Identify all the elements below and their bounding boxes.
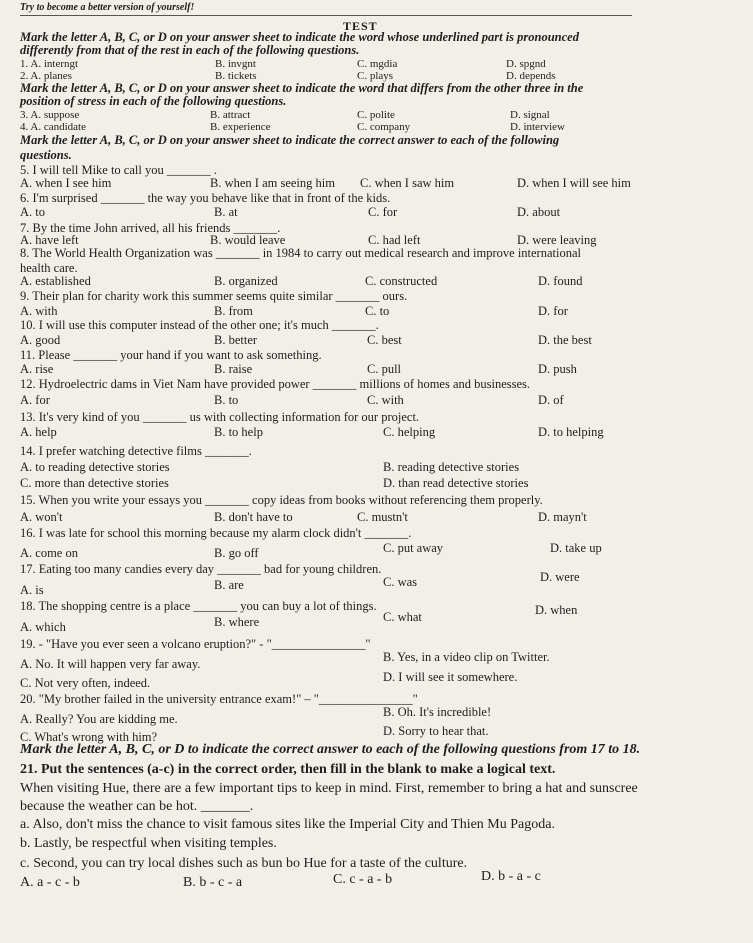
q10-d: D. the best xyxy=(538,333,592,347)
page-title: TEST xyxy=(343,19,378,33)
q18-a: A. which xyxy=(20,620,66,634)
instruction-1: Mark the letter A, B, C, or D on your answer sheet to indicate the word whose underlined part is pronounced xyxy=(20,30,579,44)
q8-b: B. organized xyxy=(214,274,278,288)
q14-c: C. more than detective stories xyxy=(20,476,169,490)
q15-a: A. won't xyxy=(20,510,63,524)
q19-a: A. No. It will happen very far away. xyxy=(20,657,201,671)
q15-stem: 15. When you write your essays you _______ copy ideas from books without referencing them properly. xyxy=(20,493,543,507)
q18-b: B. where xyxy=(214,615,260,629)
q8-stem-cont: health care. xyxy=(20,261,78,275)
q15-d: D. mayn't xyxy=(538,510,587,524)
q9-stem: 9. Their plan for charity work this summer seems quite similar _______ ours. xyxy=(20,289,408,303)
q20-a: A. Really? You are kidding me. xyxy=(20,712,178,726)
instruction-2: Mark the letter A, B, C, or D on your answer sheet to indicate the word that differs from the other three in the xyxy=(20,81,584,95)
q6-b: B. at xyxy=(214,205,238,219)
q7-a: A. have left xyxy=(20,233,79,247)
q18-stem: 18. The shopping centre is a place _______ you can buy a lot of things. xyxy=(20,599,377,613)
q21-c: C. c - a - b xyxy=(333,872,393,887)
q7-b: B. would leave xyxy=(210,233,286,247)
q6-a: A. to xyxy=(20,205,45,219)
q14-stem: 14. I prefer watching detective films _______. xyxy=(20,444,252,458)
q6-stem: 6. I'm surprised _______ the way you behave like that in front of the kids. xyxy=(20,191,391,205)
q2-a: 2. A. planes xyxy=(20,70,72,82)
q21-b: B. b - c - a xyxy=(183,875,243,890)
q12-stem: 12. Hydroelectric dams in Viet Nam have provided power _______ millions of homes and businesses. xyxy=(20,377,531,391)
q12-a: A. for xyxy=(20,393,50,407)
q14-a: A. to reading detective stories xyxy=(20,460,170,474)
q13-stem: 13. It's very kind of you _______ us with collecting information for our project. xyxy=(20,410,420,424)
q5-stem: 5. I will tell Mike to call you _______ . xyxy=(20,163,217,177)
q8-c: C. constructed xyxy=(365,274,438,288)
q1-a: 1. A. interngt xyxy=(20,58,79,70)
q13-c: C. helping xyxy=(383,425,436,439)
q17-stem: 17. Eating too many candies every day _______ bad for young children. xyxy=(20,562,382,576)
q4-c: C. company xyxy=(357,121,411,133)
q19-b: B. Yes, in a video clip on Twitter. xyxy=(383,650,550,664)
q11-stem: 11. Please _______ your hand if you want to ask something. xyxy=(20,348,322,362)
q13-d: D. to helping xyxy=(538,425,604,439)
q13-a: A. help xyxy=(20,425,57,439)
q4-a: 4. A. candidate xyxy=(20,121,86,133)
q5-d: D. when I will see him xyxy=(517,176,631,190)
q14-b: B. reading detective stories xyxy=(383,460,520,474)
q18-d: D. when xyxy=(535,603,578,617)
q11-b: B. raise xyxy=(214,362,253,376)
q21-stem: 21. Put the sentences (a-c) in the correct order, then fill in the blank to make a logical text. xyxy=(20,762,556,777)
q8-a: A. established xyxy=(20,274,91,288)
instruction-3b: questions. xyxy=(20,148,72,162)
q20-d: D. Sorry to hear that. xyxy=(383,724,489,738)
q2-b: B. tickets xyxy=(215,70,257,82)
q12-b: B. to xyxy=(214,393,239,407)
q12-c: C. with xyxy=(367,393,404,407)
q21-item-c: c. Second, you can try local dishes such as bun bo Hue for a taste of the culture. xyxy=(20,856,468,871)
q8-stem: 8. The World Health Organization was _______ in 1984 to carry out medical research and improve international xyxy=(20,246,581,260)
q17-d: D. were xyxy=(540,570,580,584)
instruction-1b: differently from that of the rest in each of the following questions. xyxy=(20,43,360,57)
instruction-2b: position of stress in each of the following questions. xyxy=(20,94,287,108)
q8-d: D. found xyxy=(538,274,583,288)
q16-stem: 16. I was late for school this morning because my alarm clock didn't _______. xyxy=(20,526,412,540)
q2-d: D. depends xyxy=(506,70,556,82)
q15-b: B. don't have to xyxy=(214,510,293,524)
q10-a: A. good xyxy=(20,333,61,347)
q21-item-a: a. Also, don't miss the chance to visit famous sites like the Imperial City and Thien Mu Pagoda. xyxy=(20,817,555,832)
q11-a: A. rise xyxy=(20,362,54,376)
q4-b: B. experience xyxy=(210,121,271,133)
q6-c: C. for xyxy=(368,205,398,219)
q3-d: D. signal xyxy=(510,109,550,121)
q9-a: A. with xyxy=(20,304,58,318)
q7-c: C. had left xyxy=(368,233,421,247)
q19-stem: 19. - "Have you ever seen a volcano eruption?" - "_______________" xyxy=(20,637,371,651)
q7-d: D. were leaving xyxy=(517,233,597,247)
top-note: Try to become a better version of yourself! xyxy=(20,2,195,13)
q9-d: D. for xyxy=(538,304,568,318)
q10-c: C. best xyxy=(367,333,402,347)
q15-c: C. mustn't xyxy=(357,510,408,524)
q6-d: D. about xyxy=(517,205,561,219)
q1-d: D. spgnd xyxy=(506,58,546,70)
q16-c: C. put away xyxy=(383,541,444,555)
q9-c: C. to xyxy=(365,304,390,318)
q21-passage-2: because the weather can be hot. _______. xyxy=(20,799,254,814)
q13-b: B. to help xyxy=(214,425,263,439)
q17-c: C. was xyxy=(383,575,418,589)
q5-c: C. when I saw him xyxy=(360,176,455,190)
q17-a: A. is xyxy=(20,583,44,597)
q17-b: B. are xyxy=(214,578,244,592)
q5-b: B. when I am seeing him xyxy=(210,176,335,190)
divider xyxy=(20,15,632,16)
q11-c: C. pull xyxy=(367,362,402,376)
q3-c: C. polite xyxy=(357,109,395,121)
q19-d: D. I will see it somewhere. xyxy=(383,670,518,684)
q19-c: C. Not very often, indeed. xyxy=(20,676,151,690)
q1-b: B. invgnt xyxy=(215,58,256,70)
q18-c: C. what xyxy=(383,610,422,624)
q9-b: B. from xyxy=(214,304,253,318)
q7-stem: 7. By the time John arrived, all his friends _______. xyxy=(20,221,281,235)
q20-c: C. What's wrong with him? xyxy=(20,730,158,744)
q21-item-b: b. Lastly, be respectful when visiting temples. xyxy=(20,836,277,851)
q4-d: D. interview xyxy=(510,121,565,133)
q11-d: D. push xyxy=(538,362,577,376)
q20-stem: 20. "My brother failed in the university entrance exam!" – "_______________" xyxy=(20,692,418,706)
q14-d: D. than read detective stories xyxy=(383,476,529,490)
instruction-3: Mark the letter A, B, C, or D on your answer sheet to indicate the correct answer to each of the following xyxy=(20,133,560,147)
q3-a: 3. A. suppose xyxy=(20,109,80,121)
q10-b: B. better xyxy=(214,333,258,347)
q21-passage-1: When visiting Hue, there are a few important tips to keep in mind. First, remember to bring a hat and sunscree xyxy=(20,781,638,796)
q10-stem: 10. I will use this computer instead of the other one; it's much _______. xyxy=(20,318,379,332)
q5-a: A. when I see him xyxy=(20,176,112,190)
q20-b: B. Oh. It's incredible! xyxy=(383,705,492,719)
q21-a: A. a - c - b xyxy=(20,875,80,890)
q21-d: D. b - a - c xyxy=(481,869,541,884)
q16-b: B. go off xyxy=(214,546,259,560)
q2-c: C. plays xyxy=(357,70,394,82)
q1-c: C. mgdia xyxy=(357,58,398,70)
instruction-4: Mark the letter A, B, C, or D to indicate the correct answer to each of the following questions from 17 to 18. xyxy=(20,742,641,757)
q16-a: A. come on xyxy=(20,546,78,560)
q3-b: B. attract xyxy=(210,109,251,121)
q12-d: D. of xyxy=(538,393,564,407)
q16-d: D. take up xyxy=(550,541,602,555)
